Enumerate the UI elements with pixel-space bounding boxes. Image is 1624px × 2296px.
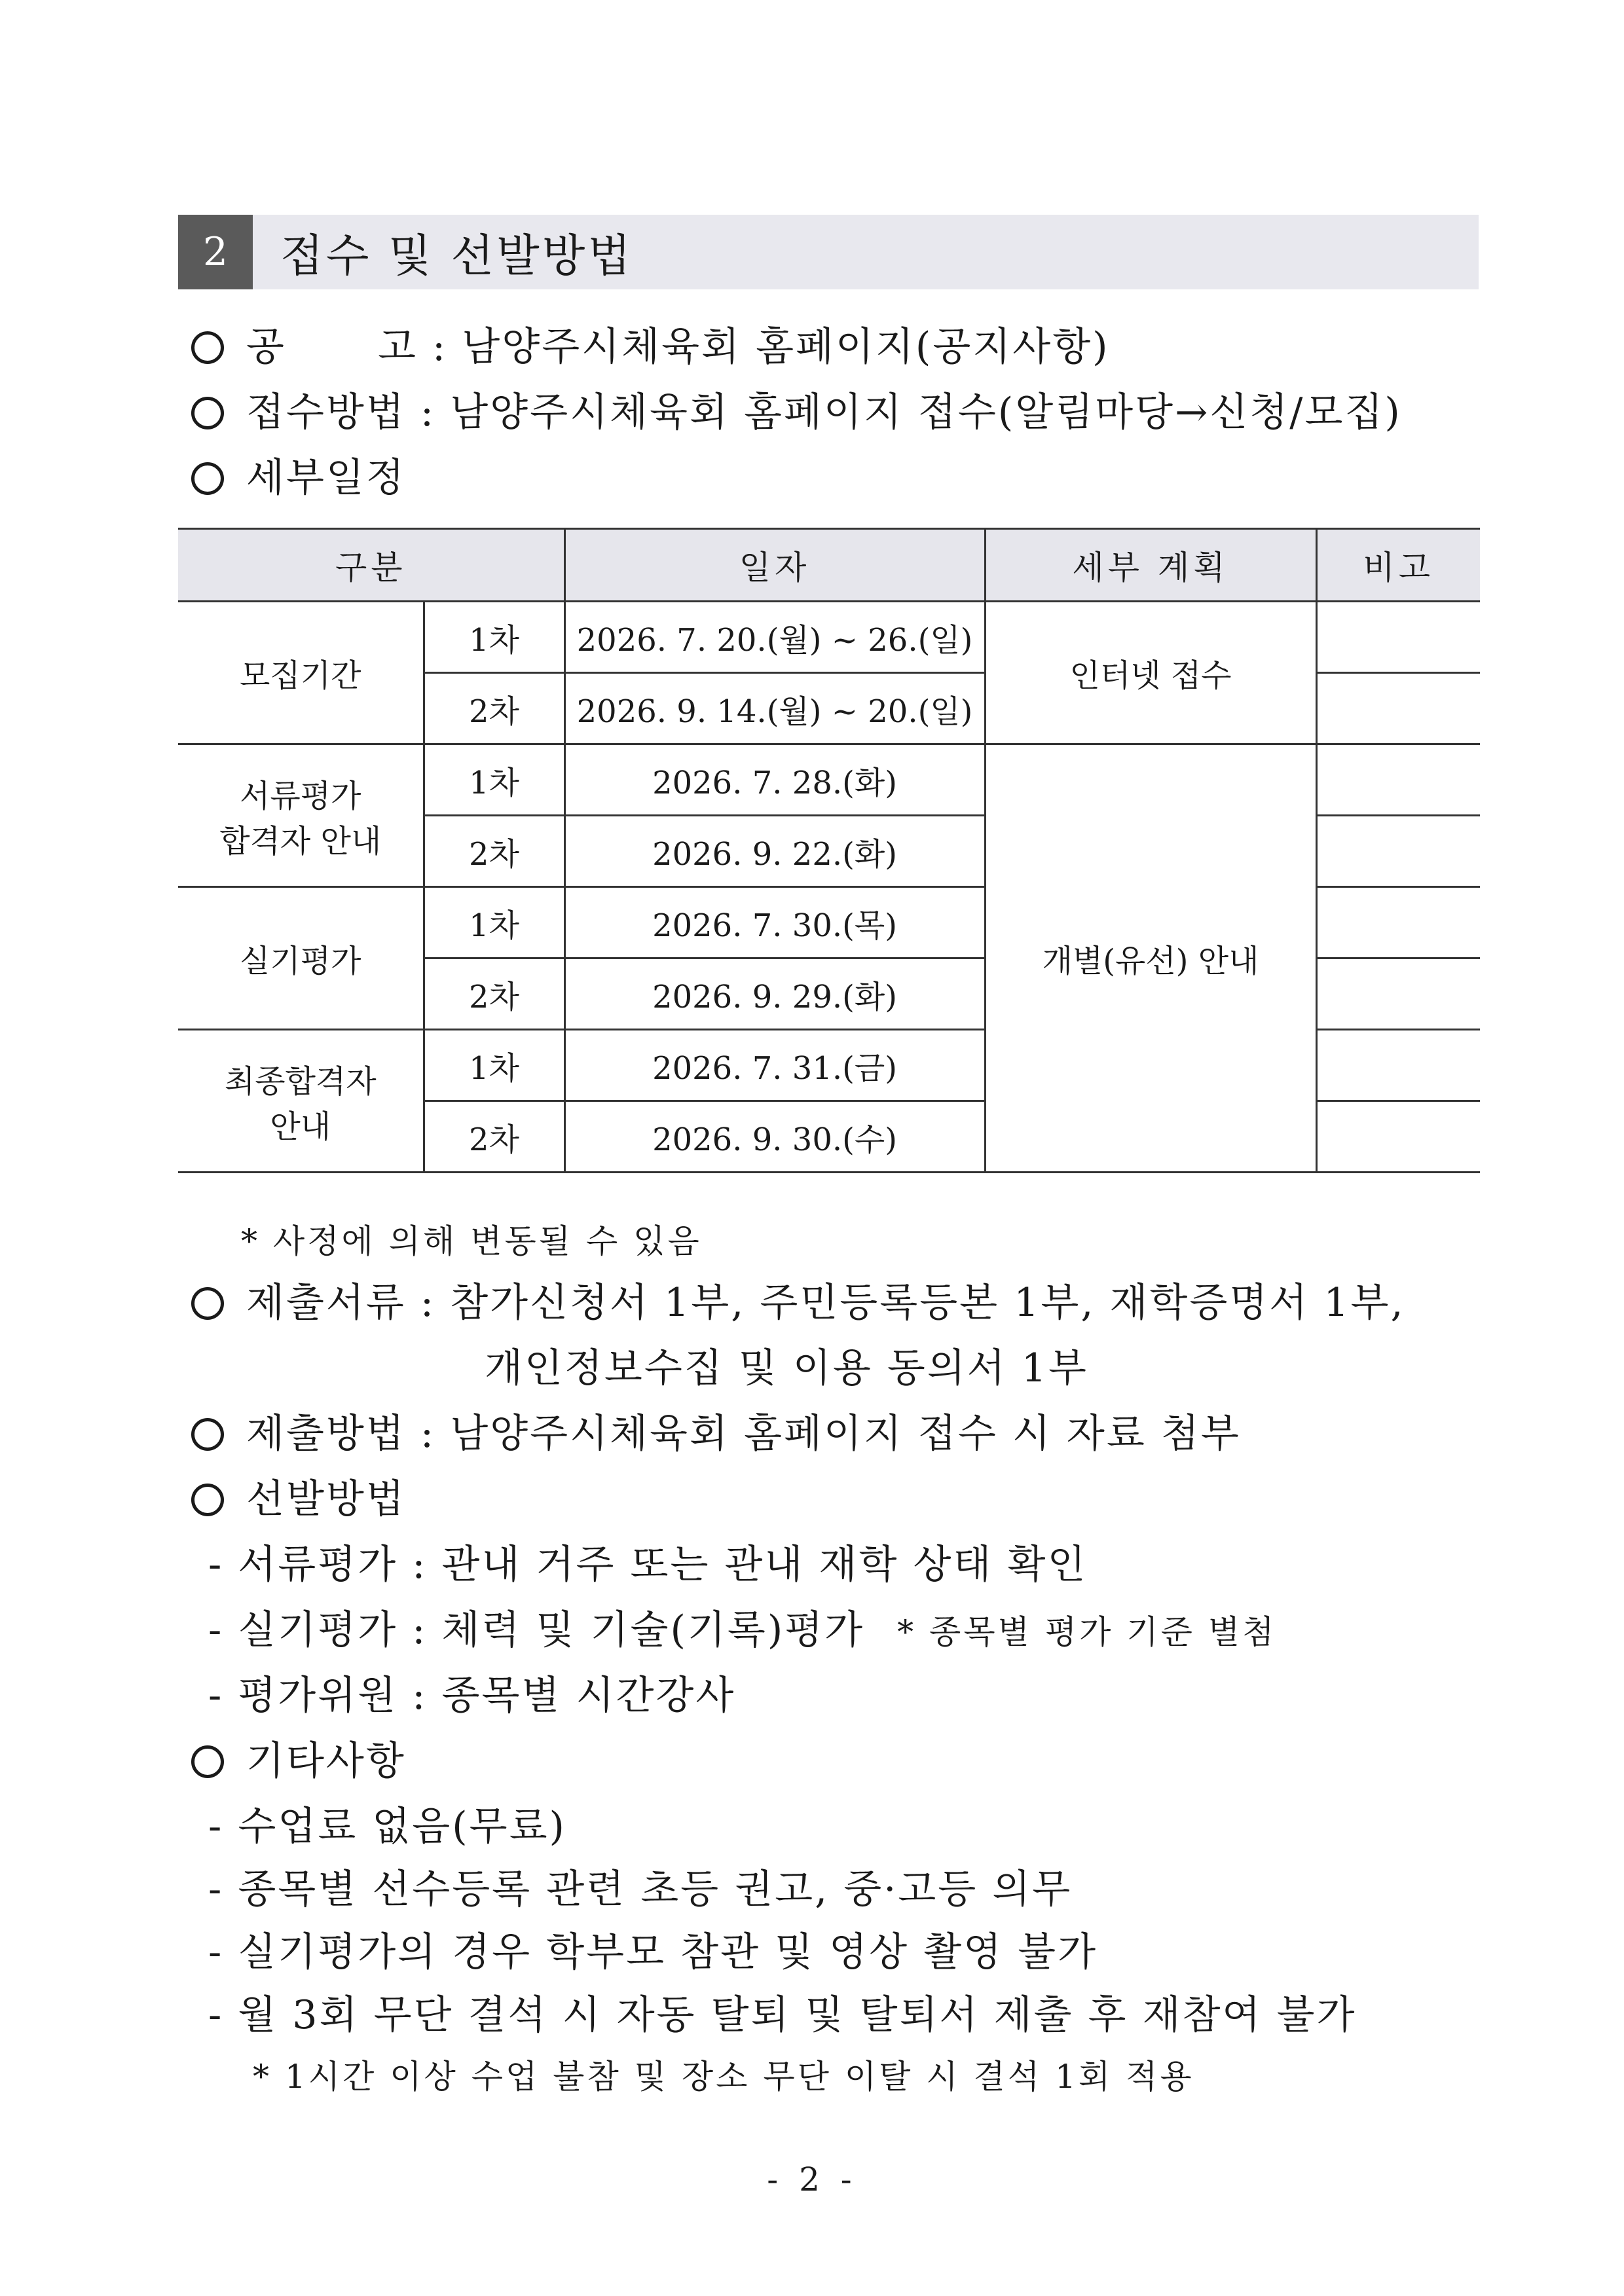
submit-method-line: 제출방법 : 남양주시체육회 홈페이지 접수 시 자료 첨부 [191, 1402, 1241, 1459]
circle-bullet-icon [191, 1484, 224, 1516]
submit-docs-line: 제출서류 : 참가신청서 1부, 주민등록등본 1부, 재학증명서 1부, [191, 1271, 1405, 1328]
date-cell: 2026. 7. 28.(화) [564, 744, 985, 816]
plan-individual: 개별(유선) 안내 [985, 744, 1316, 1173]
header-note: 비고 [1316, 529, 1480, 602]
selection-item: - 실기평가 : 체력 및 기술(기록)평가 * 종목별 평가 기준 별첨 [208, 1607, 1277, 1653]
group-recruit: 모집기간 [178, 602, 424, 744]
etc-item: - 수업료 없음(무료) [208, 1804, 566, 1850]
round-cell: 2차 [424, 673, 564, 744]
schedule-table [178, 528, 1480, 1173]
etc-note: * 1시간 이상 수업 불참 및 장소 무단 이탈 시 결석 1회 적용 [253, 2058, 1194, 2096]
note-cell [1316, 1101, 1480, 1173]
group-practical: 실기평가 [178, 887, 424, 1030]
date-cell: 2026. 9. 30.(수) [564, 1101, 985, 1173]
section-title: 접수 및 선발방법 [280, 230, 634, 282]
etc-item: - 실기평가의 경우 학부모 참관 및 영상 촬영 불가 [208, 1929, 1098, 1975]
schedule-line: 세부일정 [191, 446, 406, 503]
round-cell: 1차 [424, 1030, 564, 1101]
etc-item: - 월 3회 무단 결석 시 자동 탈퇴 및 탈퇴서 제출 후 재참여 불가 [208, 1992, 1357, 2038]
circle-bullet-icon [191, 1418, 224, 1451]
date-cell: 2026. 7. 20.(월) ~ 26.(일) [564, 602, 985, 673]
date-cell: 2026. 9. 22.(화) [564, 816, 985, 887]
note-cell [1316, 744, 1480, 816]
date-cell: 2026. 7. 30.(목) [564, 887, 985, 958]
round-cell: 1차 [424, 744, 564, 816]
date-cell: 2026. 7. 31.(금) [564, 1030, 985, 1101]
note-cell [1316, 887, 1480, 958]
section-number: 2 [178, 215, 253, 289]
group-final: 최종합격자 안내 [178, 1030, 424, 1173]
round-cell: 2차 [424, 816, 564, 887]
circle-bullet-icon [191, 1287, 224, 1320]
plan-internet: 인터넷 접수 [985, 602, 1316, 744]
circle-bullet-icon [191, 331, 224, 364]
note-cell [1316, 958, 1480, 1030]
round-cell: 1차 [424, 602, 564, 673]
header-category: 구분 [178, 529, 564, 602]
header-plan: 세부 계획 [985, 529, 1316, 602]
note-cell [1316, 816, 1480, 887]
etc-line: 기타사항 [191, 1730, 406, 1786]
method-line: 접수방법 : 남양주시체육회 홈페이지 접수(알림마당→신청/모집) [191, 381, 1402, 437]
table-row [178, 744, 1480, 816]
group-document: 서류평가 합격자 안내 [178, 744, 424, 887]
submit-docs-line2: 개인정보수집 및 이용 동의서 1부 [485, 1345, 1088, 1391]
circle-bullet-icon [191, 462, 224, 495]
round-cell: 2차 [424, 1101, 564, 1173]
table-row [178, 602, 1480, 673]
date-cell: 2026. 9. 29.(화) [564, 958, 985, 1030]
note-cell [1316, 602, 1480, 673]
change-note: * 사정에 의해 변동될 수 있음 [241, 1222, 702, 1260]
selection-item: - 평가위원 : 종목별 시간강사 [208, 1673, 736, 1719]
selection-line: 선발방법 [191, 1468, 406, 1524]
selection-note: * 종목별 평가 기준 별첨 [897, 1613, 1277, 1651]
section-header [178, 215, 1479, 289]
page-number: - 2 - [767, 2160, 857, 2198]
round-cell: 2차 [424, 958, 564, 1030]
etc-item: - 종목별 선수등록 관련 초등 권고, 중·고등 의무 [208, 1867, 1073, 1912]
notice-line: 공 고 : 남양주시체육회 홈페이지(공지사항) [191, 316, 1110, 372]
note-cell [1316, 673, 1480, 744]
note-cell [1316, 1030, 1480, 1101]
round-cell: 1차 [424, 887, 564, 958]
date-cell: 2026. 9. 14.(월) ~ 20.(일) [564, 673, 985, 744]
header-date: 일자 [564, 529, 985, 602]
circle-bullet-icon [191, 397, 224, 429]
circle-bullet-icon [191, 1745, 224, 1778]
selection-item: - 서류평가 : 관내 거주 또는 관내 재학 상태 확인 [208, 1542, 1088, 1588]
table-header-row [178, 529, 1480, 602]
